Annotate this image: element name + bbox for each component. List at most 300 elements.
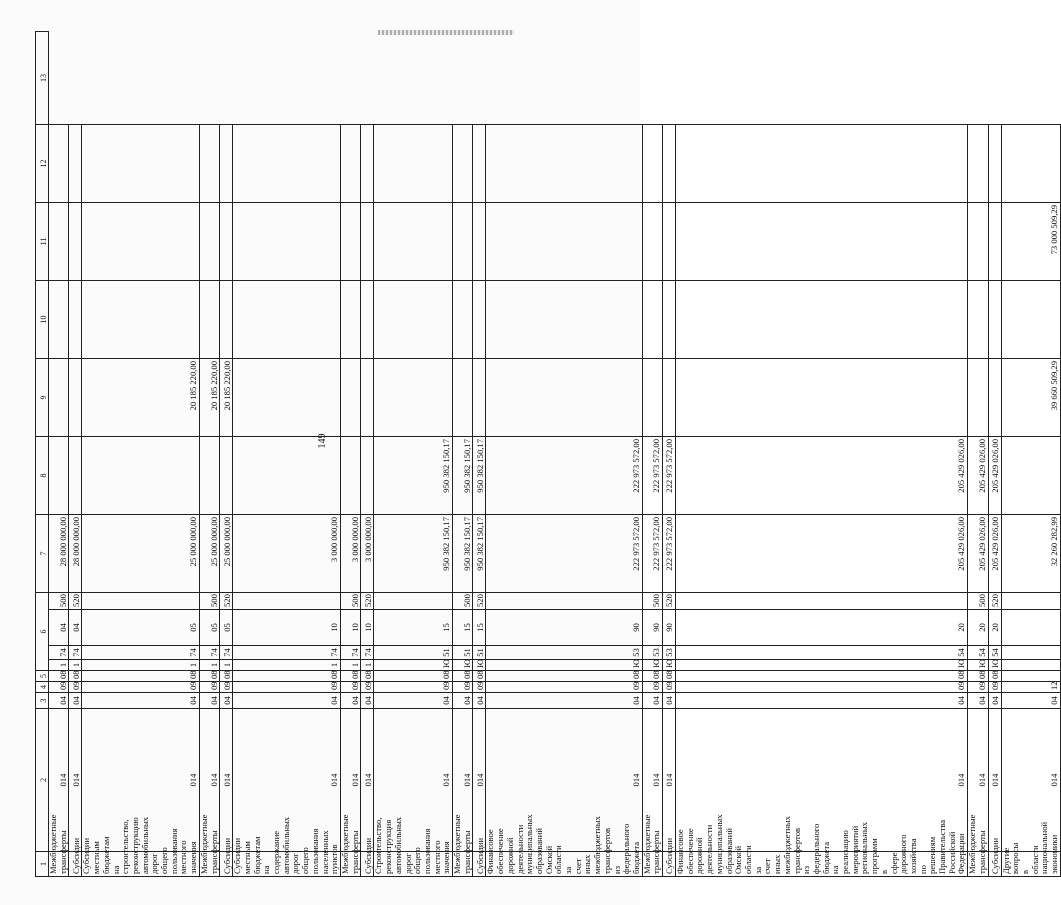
code-cell-col7: 500 xyxy=(642,593,662,610)
amount-cell-c13 xyxy=(374,125,453,203)
code-cell-col6-part: 08 xyxy=(199,671,219,682)
code-cell-col7: 520 xyxy=(473,593,486,610)
amount-cell-c11 xyxy=(199,281,219,359)
table-row xyxy=(199,32,219,877)
code-cell-col6-part: 08 xyxy=(486,671,642,682)
amount-cell-c8: 32 260 282,99 xyxy=(1001,515,1060,593)
code-cell-col7 xyxy=(374,593,453,610)
row-name-cell: Субсидии xyxy=(69,852,82,877)
code-cell-col6-part: 20 xyxy=(968,610,988,646)
code-cell-col6-part: 53 xyxy=(663,646,676,660)
row-name-cell: Субсидии xyxy=(988,852,1001,877)
code-cell-col6-part: 74 xyxy=(49,646,69,660)
code-cell-col4: 04 xyxy=(340,693,360,709)
code-cell-col6-part: 1 xyxy=(69,660,82,671)
row-name-cell: Субсидии xyxy=(220,852,233,877)
code-cell-col6-part: Ю xyxy=(642,660,662,671)
code-cell-col6-part: 15 xyxy=(374,610,453,646)
header-cell: 12 xyxy=(36,125,49,203)
amount-cell-c12 xyxy=(49,203,69,281)
code-cell-col3: 014 xyxy=(233,709,341,852)
amount-cell-c8: 205 429 026,00 xyxy=(968,515,988,593)
code-cell-col4: 04 xyxy=(49,693,69,709)
amount-cell-c13 xyxy=(1001,125,1060,203)
row-name-cell: Субсидии местным бюджетам на содержание автомобильных дорог общего пользования населенных пунктов xyxy=(233,852,341,877)
table-row xyxy=(374,32,453,877)
code-cell-col6-part: 15 xyxy=(453,610,473,646)
amount-cell-c13 xyxy=(486,125,642,203)
row-name-cell: Субсидии xyxy=(361,852,374,877)
code-cell-col6-part: 08 xyxy=(233,671,341,682)
amount-cell-c12 xyxy=(233,203,341,281)
code-cell-col3: 014 xyxy=(361,709,374,852)
row-name-cell: Финансовое обеспечение дорожной деятельности муниципальных образований Омской области за счет иных межбюджетных трансфертов из федерального бюджета xyxy=(486,852,642,877)
code-cell-col6-part: 74 xyxy=(199,646,219,660)
code-cell-col6-part: Ю xyxy=(968,660,988,671)
amount-cell-c11 xyxy=(486,281,642,359)
page-number: 149 xyxy=(317,433,328,449)
code-cell-col4: 04 xyxy=(453,693,473,709)
table-row xyxy=(69,32,82,877)
amount-cell-c13 xyxy=(453,125,473,203)
amount-cell-c11 xyxy=(82,281,199,359)
table-row xyxy=(676,32,968,877)
table-row xyxy=(663,32,676,877)
code-cell-col6-part: 05 xyxy=(82,610,199,646)
code-cell-col3: 014 xyxy=(663,709,676,852)
rotated-table-wrapper xyxy=(35,32,1060,877)
amount-cell-c11 xyxy=(361,281,374,359)
amount-cell-c11 xyxy=(642,281,662,359)
amount-cell-c11 xyxy=(663,281,676,359)
amount-cell-c13 xyxy=(663,125,676,203)
amount-cell-c8: 25 000 000,00 xyxy=(220,515,233,593)
amount-cell-c12: 73 000 509,29 xyxy=(1001,203,1060,281)
amount-cell-c12 xyxy=(199,203,219,281)
code-cell-col4: 04 xyxy=(374,693,453,709)
header-cell: 11 xyxy=(36,203,49,281)
header-row xyxy=(36,32,49,877)
code-cell-col7: 500 xyxy=(49,593,69,610)
code-cell-col3: 014 xyxy=(676,709,968,852)
amount-cell-c9: 205 429 026,00 xyxy=(968,437,988,515)
code-cell-col6-part: 15 xyxy=(473,610,486,646)
table-row xyxy=(642,32,662,877)
amount-cell-c11 xyxy=(988,281,1001,359)
code-cell-col6-part: 08 xyxy=(676,671,968,682)
code-cell-col6-part: Ю xyxy=(486,660,642,671)
amount-cell-c11 xyxy=(374,281,453,359)
amount-cell-c9: 950 382 150,17 xyxy=(374,437,453,515)
amount-cell-c13 xyxy=(199,125,219,203)
table-row xyxy=(453,32,473,877)
code-cell-col7: 500 xyxy=(968,593,988,610)
code-cell-col4: 04 xyxy=(486,693,642,709)
header-cell: 9 xyxy=(36,359,49,437)
amount-cell-c9: 222 973 572,00 xyxy=(486,437,642,515)
table-body xyxy=(36,32,1061,877)
code-cell-col3: 014 xyxy=(69,709,82,852)
code-cell-col6-part: 1 xyxy=(233,660,341,671)
code-cell-col6-part: 05 xyxy=(199,610,219,646)
amount-cell-c13 xyxy=(676,125,968,203)
code-cell-col3: 014 xyxy=(453,709,473,852)
table-row xyxy=(340,32,360,877)
code-cell-col5: 09 xyxy=(676,682,968,693)
row-name-cell: Другие вопросы в области национальной экономики xyxy=(1001,852,1060,877)
amount-cell-c9: 205 429 026,00 xyxy=(988,437,1001,515)
code-cell-col4: 04 xyxy=(69,693,82,709)
amount-cell-c12 xyxy=(676,203,968,281)
code-cell-col6-part: 08 xyxy=(473,671,486,682)
code-cell-col6-part: 74 xyxy=(233,646,341,660)
code-cell-col7: 520 xyxy=(69,593,82,610)
amount-cell-c10 xyxy=(486,359,642,437)
header-cell: 13 xyxy=(36,32,49,125)
amount-cell-c10 xyxy=(453,359,473,437)
code-cell-col6-part: 10 xyxy=(340,610,360,646)
amount-cell-c13 xyxy=(988,125,1001,203)
code-cell-col6-part: 53 xyxy=(486,646,642,660)
code-cell-col7: 520 xyxy=(663,593,676,610)
amount-cell-c11 xyxy=(220,281,233,359)
code-cell-col6-part: 54 xyxy=(676,646,968,660)
code-cell-col6-part: Ю xyxy=(676,660,968,671)
amount-cell-c10: 20 185 220,00 xyxy=(199,359,219,437)
amount-cell-c13 xyxy=(473,125,486,203)
code-cell-col6-part: 04 xyxy=(49,610,69,646)
header-cell: 10 xyxy=(36,281,49,359)
amount-cell-c10: 39 660 509,29 xyxy=(1001,359,1060,437)
row-name-cell: Межбюджетные трансферты xyxy=(453,852,473,877)
amount-cell-c12 xyxy=(340,203,360,281)
code-cell-col7: 500 xyxy=(340,593,360,610)
amount-cell-c13 xyxy=(968,125,988,203)
amount-cell-c11 xyxy=(69,281,82,359)
code-cell-col6-part: 1 xyxy=(199,660,219,671)
code-cell-col6-part xyxy=(1001,610,1060,646)
code-cell-col5: 09 xyxy=(340,682,360,693)
amount-cell-c8: 950 382 150,17 xyxy=(374,515,453,593)
code-cell-col6-part: 20 xyxy=(676,610,968,646)
code-cell-col6-part: 08 xyxy=(49,671,69,682)
amount-cell-c11 xyxy=(473,281,486,359)
amount-cell-c12 xyxy=(642,203,662,281)
code-cell-col5: 09 xyxy=(988,682,1001,693)
code-cell-col6-part: 51 xyxy=(473,646,486,660)
code-cell-col6-part: 1 xyxy=(340,660,360,671)
code-cell-col6-part: 74 xyxy=(69,646,82,660)
table-row xyxy=(968,32,988,877)
code-cell-col5: 09 xyxy=(374,682,453,693)
row-name-cell: Строительство, реконструкция автомобильных дорог общего пользования местного значения xyxy=(374,852,453,877)
code-cell-col6-part: 90 xyxy=(663,610,676,646)
code-cell-col3: 014 xyxy=(49,709,69,852)
table-row xyxy=(233,32,341,877)
code-cell-col4: 04 xyxy=(82,693,199,709)
amount-cell-c12 xyxy=(69,203,82,281)
row-name-cell: Субсидии xyxy=(663,852,676,877)
amount-cell-c13 xyxy=(642,125,662,203)
amount-cell-c12 xyxy=(453,203,473,281)
code-cell-col6-part: 08 xyxy=(642,671,662,682)
header-cell: 1 xyxy=(36,852,49,877)
code-cell-col6-part: 1 xyxy=(49,660,69,671)
amount-cell-c8: 205 429 026,00 xyxy=(988,515,1001,593)
amount-cell-c12 xyxy=(988,203,1001,281)
code-cell-col4: 04 xyxy=(233,693,341,709)
amount-cell-c9 xyxy=(361,437,374,515)
code-cell-col5: 09 xyxy=(361,682,374,693)
row-name-cell: Межбюджетные трансферты xyxy=(642,852,662,877)
code-cell-col7: 500 xyxy=(453,593,473,610)
row-name-cell: Финансовое обеспечение дорожной деятельности муниципальных образований Омской области за счет иных межбюджетных трансфертов из федерального бюджета на реализацию мероприятий региональных программ в сфере дорожного хозяйства по решениям Правительства Российской Федерации xyxy=(676,852,968,877)
amount-cell-c10 xyxy=(49,359,69,437)
code-cell-col6-part: 90 xyxy=(642,610,662,646)
code-cell-col4: 04 xyxy=(473,693,486,709)
amount-cell-c13 xyxy=(361,125,374,203)
code-cell-col3: 014 xyxy=(1001,709,1060,852)
code-cell-col4: 04 xyxy=(361,693,374,709)
code-cell-col4: 04 xyxy=(1001,693,1060,709)
code-cell-col5: 09 xyxy=(233,682,341,693)
code-cell-col4: 04 xyxy=(676,693,968,709)
header-cell: 3 xyxy=(36,693,49,709)
code-cell-col6-part: 08 xyxy=(69,671,82,682)
code-cell-col7 xyxy=(676,593,968,610)
amount-cell-c9 xyxy=(82,437,199,515)
amount-cell-c8: 28 000 000,00 xyxy=(69,515,82,593)
code-cell-col6-part: 1 xyxy=(82,660,199,671)
code-cell-col6-part xyxy=(1001,660,1060,671)
code-cell-col5: 09 xyxy=(199,682,219,693)
row-name-cell: Межбюджетные трансферты xyxy=(968,852,988,877)
code-cell-col3: 014 xyxy=(486,709,642,852)
table-row xyxy=(473,32,486,877)
code-cell-col5: 09 xyxy=(663,682,676,693)
row-name-cell: Межбюджетные трансферты xyxy=(199,852,219,877)
code-cell-col6-part: 54 xyxy=(968,646,988,660)
amount-cell-c11 xyxy=(1001,281,1060,359)
code-cell-col7 xyxy=(233,593,341,610)
amount-cell-c10: 20 185 220,00 xyxy=(220,359,233,437)
code-cell-col6-part: 20 xyxy=(988,610,1001,646)
code-cell-col3: 014 xyxy=(220,709,233,852)
amount-cell-c9: 222 973 572,00 xyxy=(642,437,662,515)
amount-cell-c9 xyxy=(199,437,219,515)
code-cell-col6-part: 74 xyxy=(340,646,360,660)
code-cell-col5: 09 xyxy=(968,682,988,693)
amount-cell-c12 xyxy=(220,203,233,281)
amount-cell-c12 xyxy=(82,203,199,281)
amount-cell-c9: 950 382 150,17 xyxy=(473,437,486,515)
amount-cell-c12 xyxy=(968,203,988,281)
code-cell-col6-part: 90 xyxy=(486,610,642,646)
row-name-cell: Межбюджетные трансферты xyxy=(340,852,360,877)
amount-cell-c10: 20 185 220,00 xyxy=(82,359,199,437)
amount-cell-c10 xyxy=(676,359,968,437)
amount-cell-c8: 950 382 150,17 xyxy=(473,515,486,593)
amount-cell-c9: 222 973 572,00 xyxy=(663,437,676,515)
amount-cell-c9: 205 429 026,00 xyxy=(676,437,968,515)
amount-cell-c8: 28 000 000,00 xyxy=(49,515,69,593)
code-cell-col5: 09 xyxy=(220,682,233,693)
code-cell-col6-part: 10 xyxy=(233,610,341,646)
code-cell-col3: 014 xyxy=(968,709,988,852)
header-cell: 2 xyxy=(36,709,49,852)
code-cell-col6-part: 04 xyxy=(69,610,82,646)
amount-cell-c8: 25 000 000,00 xyxy=(82,515,199,593)
code-cell-col6-part: 1 xyxy=(361,660,374,671)
table-row xyxy=(988,32,1001,877)
code-cell-col5: 12 xyxy=(1001,682,1060,693)
header-cell: 6 xyxy=(36,593,49,671)
code-cell-col5: 09 xyxy=(486,682,642,693)
code-cell-col6-part: 08 xyxy=(374,671,453,682)
code-cell-col3: 014 xyxy=(642,709,662,852)
amount-cell-c13 xyxy=(340,125,360,203)
code-cell-col5: 09 xyxy=(453,682,473,693)
code-cell-col6-part: Ю xyxy=(663,660,676,671)
row-name-cell: Межбюджетные трансферты xyxy=(49,852,69,877)
code-cell-col6-part: Ю xyxy=(988,660,1001,671)
code-cell-col6-part: 08 xyxy=(82,671,199,682)
table-row xyxy=(486,32,642,877)
code-cell-col6-part: 05 xyxy=(220,610,233,646)
header-cell: 5 xyxy=(36,671,49,682)
table-row xyxy=(82,32,199,877)
code-cell-col4: 04 xyxy=(968,693,988,709)
table-row xyxy=(220,32,233,877)
code-cell-col6-part: 08 xyxy=(340,671,360,682)
header-cell: 7 xyxy=(36,515,49,593)
code-cell-col7: 520 xyxy=(220,593,233,610)
code-cell-col6-part: 54 xyxy=(988,646,1001,660)
amount-cell-c13 xyxy=(69,125,82,203)
header-cell: 4 xyxy=(36,682,49,693)
amount-cell-c13 xyxy=(49,125,69,203)
code-cell-col6-part: 74 xyxy=(220,646,233,660)
amount-cell-c10 xyxy=(374,359,453,437)
amount-cell-c11 xyxy=(968,281,988,359)
amount-cell-c8: 222 973 572,00 xyxy=(663,515,676,593)
code-cell-col6-part: 53 xyxy=(642,646,662,660)
code-cell-col6-part: 08 xyxy=(988,671,1001,682)
amount-cell-c8: 222 973 572,00 xyxy=(642,515,662,593)
code-cell-col6-part: 08 xyxy=(453,671,473,682)
amount-cell-c11 xyxy=(340,281,360,359)
code-cell-col6-part: 51 xyxy=(453,646,473,660)
code-cell-col7 xyxy=(486,593,642,610)
code-cell-col6-part: Ю xyxy=(374,660,453,671)
code-cell-col6-part: 08 xyxy=(220,671,233,682)
code-cell-col4: 04 xyxy=(642,693,662,709)
amount-cell-c10 xyxy=(663,359,676,437)
code-cell-col3: 014 xyxy=(473,709,486,852)
code-cell-col7: 500 xyxy=(199,593,219,610)
amount-cell-c8: 3 000 000,00 xyxy=(340,515,360,593)
code-cell-col4: 04 xyxy=(199,693,219,709)
code-cell-col6-part: 08 xyxy=(968,671,988,682)
code-cell-col4: 04 xyxy=(663,693,676,709)
amount-cell-c12 xyxy=(361,203,374,281)
code-cell-col6-part xyxy=(1001,646,1060,660)
code-cell-col3: 014 xyxy=(988,709,1001,852)
code-cell-col6-part: 74 xyxy=(361,646,374,660)
amount-cell-c12 xyxy=(486,203,642,281)
code-cell-col3: 014 xyxy=(82,709,199,852)
row-name-cell: Субсидии xyxy=(473,852,486,877)
code-cell-col5: 09 xyxy=(49,682,69,693)
code-cell-col7: 520 xyxy=(361,593,374,610)
amount-cell-c8: 3 000 000,00 xyxy=(361,515,374,593)
code-cell-col4: 04 xyxy=(988,693,1001,709)
code-cell-col6-part: 08 xyxy=(663,671,676,682)
amount-cell-c11 xyxy=(233,281,341,359)
amount-cell-c10 xyxy=(642,359,662,437)
amount-cell-c10 xyxy=(69,359,82,437)
amount-cell-c13 xyxy=(233,125,341,203)
amount-cell-c9 xyxy=(220,437,233,515)
table-row xyxy=(1001,32,1060,877)
budget-table xyxy=(35,31,1061,877)
code-cell-col7: 520 xyxy=(988,593,1001,610)
amount-cell-c10 xyxy=(988,359,1001,437)
amount-cell-c8: 3 000 000,00 xyxy=(233,515,341,593)
amount-cell-c10 xyxy=(473,359,486,437)
code-cell-col5: 09 xyxy=(473,682,486,693)
code-cell-col5: 09 xyxy=(642,682,662,693)
amount-cell-c10 xyxy=(361,359,374,437)
code-cell-col4: 04 xyxy=(220,693,233,709)
amount-cell-c10 xyxy=(233,359,341,437)
amount-cell-c8: 205 429 026,00 xyxy=(676,515,968,593)
table-row xyxy=(361,32,374,877)
amount-cell-c12 xyxy=(473,203,486,281)
row-name-cell: Субсидии местным бюджетам на строительство, реконструкцию автомобильных дорог общего пользования местного значения xyxy=(82,852,199,877)
amount-cell-c8: 950 382 150,17 xyxy=(453,515,473,593)
amount-cell-c9 xyxy=(233,437,341,515)
code-cell-col3: 014 xyxy=(374,709,453,852)
amount-cell-c8: 25 000 000,00 xyxy=(199,515,219,593)
code-cell-col7 xyxy=(1001,593,1060,610)
amount-cell-c13 xyxy=(220,125,233,203)
code-cell-col6-part: 10 xyxy=(361,610,374,646)
code-cell-col6-part: 51 xyxy=(374,646,453,660)
amount-cell-c10 xyxy=(968,359,988,437)
amount-cell-c10 xyxy=(340,359,360,437)
amount-cell-c9 xyxy=(69,437,82,515)
table-row xyxy=(49,32,69,877)
amount-cell-c12 xyxy=(663,203,676,281)
amount-cell-c12 xyxy=(374,203,453,281)
amount-cell-c8: 222 973 572,00 xyxy=(486,515,642,593)
amount-cell-c9: 950 382 150,17 xyxy=(453,437,473,515)
code-cell-col5: 09 xyxy=(69,682,82,693)
code-cell-col6-part: 08 xyxy=(361,671,374,682)
code-cell-col6-part: Ю xyxy=(473,660,486,671)
amount-cell-c9 xyxy=(340,437,360,515)
code-cell-col6-part: Ю xyxy=(453,660,473,671)
code-cell-col5: 09 xyxy=(82,682,199,693)
code-cell-col7 xyxy=(82,593,199,610)
code-cell-col3: 014 xyxy=(340,709,360,852)
amount-cell-c11 xyxy=(49,281,69,359)
amount-cell-c13 xyxy=(82,125,199,203)
code-cell-col6-part xyxy=(1001,671,1060,682)
amount-cell-c9 xyxy=(49,437,69,515)
amount-cell-c11 xyxy=(676,281,968,359)
